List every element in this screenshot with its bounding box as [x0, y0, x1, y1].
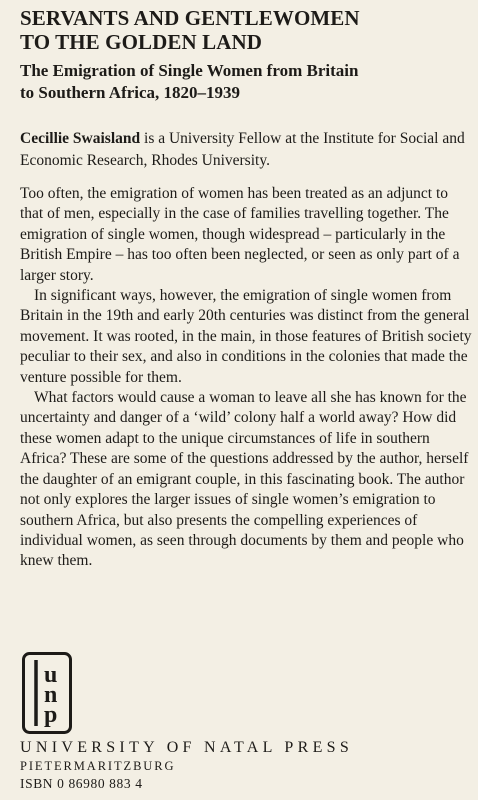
publisher-name: UNIVERSITY OF NATAL PRESS: [20, 739, 354, 756]
logo-letter-u: u: [44, 662, 58, 688]
logo-letter-n: n: [44, 682, 58, 708]
logo-letter-p: p: [44, 702, 58, 728]
title-line-1: SERVANTS AND GENTLEWOMEN: [20, 6, 360, 30]
description: [20, 184, 472, 572]
author-bio: is a University Fellow at the Institute for Social and Economic Research, Rhodes University.: [20, 130, 465, 169]
paragraph-3: What factors would cause a woman to leave all she has known for the uncertainty and danger of a ‘wild’ colony half a world away? How did these women adapt to the unique circumstances of life in southern Africa? These are some of the questions addressed by the author, herself the daughter of an emigrant couple, in this fascinating book. The author not only explores the larger issues of single women’s emigration to southern Africa, but also presents the compelling experiences of individual women, as seen through documents by them and people who knew them.: [20, 389, 469, 570]
unp-logo-icon: [22, 652, 72, 734]
book-title: [20, 6, 470, 54]
author-name: Cecillie Swaisland: [20, 130, 141, 147]
title-line-2: TO THE GOLDEN LAND: [20, 30, 262, 54]
author-blurb: [20, 128, 470, 172]
paragraph-2: In significant ways, however, the emigration of single women from Britain in the 19th and early 20th centuries was distinct from the general movement. It was rooted, in the main, in those features of British society peculiar to their sex, and also in conditions in the colonies that made the venture possible for them.: [20, 287, 472, 386]
subtitle-line-1: The Emigration of Single Women from Britain: [20, 61, 359, 80]
book-subtitle: [20, 60, 470, 104]
subtitle-line-2: to Southern Africa, 1820–1939: [20, 83, 241, 102]
paragraph-1: Too often, the emigration of women has been treated as an adjunct to that of men, especially in the case of families travelling together. The emigration of single women, though widespread – particularly in the British Empire – has too often been neglected, or seen as only part of a larger story.: [20, 185, 460, 284]
isbn-number: ISBN 0 86980 883 4: [20, 776, 143, 791]
publisher-city: PIETERMARITZBURG: [20, 759, 176, 773]
